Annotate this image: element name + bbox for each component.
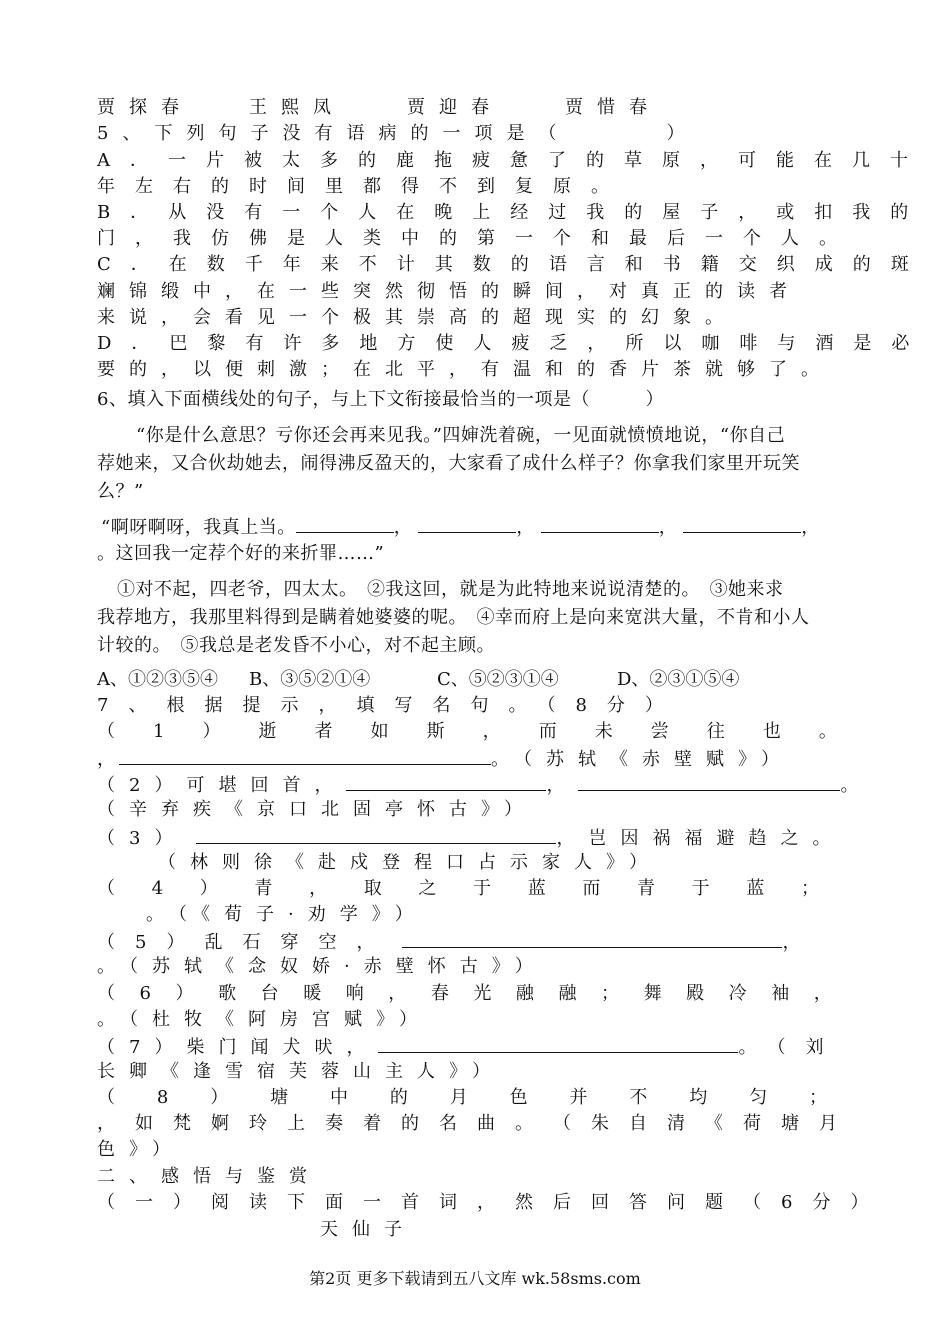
q5-option-a-line2: 年左右的时间里都得不到复原。 bbox=[97, 176, 629, 197]
g: 色 bbox=[509, 1087, 528, 1108]
q6-blank-3[interactable] bbox=[541, 514, 659, 533]
g: 也 bbox=[762, 721, 781, 742]
g: 8 bbox=[156, 1087, 169, 1108]
q7-s3-text: ，岂因祸福避趋之。 bbox=[556, 828, 845, 849]
g: ） bbox=[202, 721, 221, 742]
g: 着 bbox=[363, 1113, 381, 1134]
choice-d: D、②③①⑤④ bbox=[617, 669, 740, 690]
q6-blank-suffix: 。这回我一定荐个好的来折罪……” bbox=[97, 543, 385, 564]
q7-s6-line1 bbox=[97, 982, 832, 1006]
q5-option-b-line1: B．从没有一个人在晚上经过我的屋子，或扣我的 bbox=[97, 202, 929, 223]
q7-s5-line1 bbox=[97, 929, 867, 955]
g: 的 bbox=[401, 1113, 419, 1134]
g: （ bbox=[553, 1113, 571, 1134]
g: 青 bbox=[637, 878, 656, 899]
page-footer: 第2页 更多下载请到五八文库 wk.58sms.com bbox=[309, 1269, 641, 1288]
g: 未 bbox=[594, 721, 613, 742]
g: 青 bbox=[254, 878, 273, 899]
g: 春 bbox=[430, 983, 449, 1004]
q6-blank-1[interactable] bbox=[296, 514, 394, 533]
q5-option-c-line2: 斓锦缎中，在一些突然彻悟的瞬间，对真正的读者 bbox=[97, 281, 801, 302]
choice-a: A、①②③⑤④ bbox=[97, 669, 218, 690]
q6-blank-4[interactable] bbox=[683, 514, 801, 533]
q7-s6-source: 。（杜牧《阿房宫赋》） bbox=[97, 1009, 431, 1030]
g: 。 bbox=[515, 1113, 533, 1134]
g: 梵 bbox=[173, 1113, 191, 1134]
g: ） bbox=[175, 983, 194, 1004]
names-row bbox=[97, 96, 867, 120]
q7-blank-3[interactable] bbox=[196, 825, 556, 844]
g: 舞 bbox=[643, 983, 662, 1004]
q7-blank-2b[interactable] bbox=[578, 772, 840, 791]
g: ； bbox=[601, 983, 620, 1004]
q6-options-line2: 我荐地方，我那里料得到是瞒着她婆婆的呢。 ④幸而府上是向来宽洪大量，不肯和小人 bbox=[97, 607, 810, 628]
q7-s8-source-end: 色》） bbox=[97, 1139, 184, 1160]
g: 4 bbox=[151, 878, 164, 899]
g: 均 bbox=[689, 1087, 708, 1108]
comma-4: ， bbox=[801, 517, 820, 538]
g: 婀 bbox=[211, 1113, 229, 1134]
section-2-subtitle: （一）阅读下面一首词，然后回答问题（6分） bbox=[97, 1192, 889, 1213]
g: （ bbox=[97, 1087, 115, 1108]
q7-s8-line2 bbox=[97, 1112, 837, 1136]
g: 自 bbox=[629, 1113, 647, 1134]
g: 尝 bbox=[650, 721, 669, 742]
g: 光 bbox=[473, 983, 492, 1004]
g: 而 bbox=[582, 878, 601, 899]
q7-s1-source: 。（苏轼《赤壁赋》） bbox=[491, 749, 793, 770]
q7-s5-text: （5）乱石穿空， bbox=[97, 932, 395, 953]
g: 曲 bbox=[477, 1113, 495, 1134]
g: ； bbox=[808, 1087, 827, 1108]
g: 塘 bbox=[781, 1113, 799, 1134]
q7-s7-source: 长卿《逢雪宿芙蓉山主人》） bbox=[97, 1061, 504, 1082]
g: 暖 bbox=[303, 983, 322, 1004]
q6-blank-line bbox=[101, 514, 871, 540]
name-3: 贾迎春 bbox=[407, 97, 503, 118]
g: 塘 bbox=[270, 1087, 289, 1108]
g: 者 bbox=[314, 721, 333, 742]
q7-s3-line1 bbox=[97, 825, 867, 851]
g: 于 bbox=[473, 878, 492, 899]
q5-stem bbox=[97, 122, 867, 146]
g: 蓝 bbox=[527, 878, 546, 899]
g: 荷 bbox=[743, 1113, 761, 1134]
g: 逝 bbox=[258, 721, 277, 742]
g: 台 bbox=[260, 983, 279, 1004]
choice-c: C、⑤②③①④ bbox=[437, 669, 559, 690]
q7-s4-line1 bbox=[97, 877, 819, 901]
g: 于 bbox=[691, 878, 710, 899]
g: 名 bbox=[439, 1113, 457, 1134]
g: 袖 bbox=[771, 983, 790, 1004]
q5-stem-text: 5、下列句子没有语病的一项是（ bbox=[97, 123, 571, 144]
section-2-title: 二、感悟与鉴赏 bbox=[97, 1166, 321, 1187]
g: 冷 bbox=[728, 983, 747, 1004]
g: 之 bbox=[418, 878, 437, 899]
q7-s2-line1: （2）可堪回首， ， 。 bbox=[97, 772, 867, 798]
q5-paren-close: ） bbox=[666, 123, 699, 144]
comma-1: ， bbox=[393, 517, 413, 538]
choice-b: B、③⑤②①④ bbox=[249, 669, 371, 690]
g: 融 bbox=[515, 983, 534, 1004]
g: （ bbox=[97, 983, 115, 1004]
g: ， bbox=[482, 721, 501, 742]
g: ； bbox=[800, 878, 819, 899]
q7-s8-line1 bbox=[97, 1086, 827, 1110]
q6-choices bbox=[97, 668, 867, 692]
q5-option-d-line2: 要的，以便刺激；在北平，有温和的香片茶就够了。 bbox=[97, 359, 833, 380]
name-4: 贾惜春 bbox=[565, 97, 661, 118]
q5-option-c-line3: 来说，会看见一个极其崇高的超现实的幻象。 bbox=[97, 307, 737, 328]
q5-option-b-line2: 门，我仿佛是人类中的第一个和最后一个人。 bbox=[97, 228, 857, 249]
g: 奏 bbox=[325, 1113, 343, 1134]
poem-title: 天仙子 bbox=[320, 1219, 416, 1240]
g: 并 bbox=[569, 1087, 588, 1108]
g: 响 bbox=[345, 983, 364, 1004]
g: 1 bbox=[153, 721, 165, 742]
g: ， bbox=[309, 878, 328, 899]
g: 歌 bbox=[218, 983, 237, 1004]
g: 不 bbox=[629, 1087, 648, 1108]
g: 而 bbox=[538, 721, 557, 742]
g: 。 bbox=[818, 721, 837, 742]
g: ） bbox=[199, 878, 218, 899]
q5-option-d-line1: D．巴黎有许多地方使人疲乏，所以咖啡与酒是必 bbox=[97, 333, 930, 354]
q7-s4-source: 。（《荀子·劝学》） bbox=[146, 904, 427, 925]
g: 朱 bbox=[591, 1113, 609, 1134]
q7-stem: 7、根据提示，填写名句。（8分） bbox=[97, 695, 683, 716]
g: 往 bbox=[706, 721, 725, 742]
name-1: 贾探春 bbox=[97, 97, 193, 118]
q7-blank-1[interactable] bbox=[119, 746, 491, 765]
g: 清 bbox=[667, 1113, 685, 1134]
g: 的 bbox=[389, 1087, 408, 1108]
g: 蓝 bbox=[746, 878, 765, 899]
g: ， bbox=[388, 983, 407, 1004]
comma-3: ， bbox=[658, 517, 678, 538]
q6-blank-2[interactable] bbox=[418, 514, 516, 533]
g: 月 bbox=[819, 1113, 837, 1134]
q6-passage-line1: “你是什么意思？亏你还会再来见我。”四婶洗着碗，一见面就愤愤地说，“你自己 bbox=[136, 425, 786, 446]
q7-s2-text: （2）可堪回首， bbox=[97, 775, 347, 796]
g: 《 bbox=[705, 1113, 723, 1134]
q6-passage-line3: 么？” bbox=[97, 481, 144, 502]
q7-s7-line1 bbox=[97, 1034, 867, 1060]
q5-option-c-line1: C．在数千年来不计其数的语言和书籍交织成的斑 bbox=[97, 254, 929, 275]
q7-s5-source: 。（苏轼《念奴娇·赤壁怀古》） bbox=[97, 956, 547, 977]
q6-passage-line2: 荐她来，又合伙劫她去，闹得沸反盈天的，大家看了成什么样子？你拿我们家里开玩笑 bbox=[97, 453, 800, 474]
q6-options-line3: 计较的。 ⑤我总是老发昏不小心，对不起主顾。 bbox=[97, 635, 495, 656]
q6-options-line1: ①对不起，四老爷，四太太。 ②我这回，就是为此特地来说说清楚的。 ③她来求 bbox=[117, 579, 784, 600]
q7-blank-7[interactable] bbox=[378, 1034, 738, 1053]
g: （ bbox=[97, 878, 115, 899]
q7-s3-num: （3） bbox=[97, 828, 187, 849]
g: （ bbox=[97, 721, 115, 742]
q5-option-a-line1: A．一片被太多的鹿拖疲惫了的草原，可能在几十 bbox=[97, 150, 928, 171]
q7-blank-2a[interactable] bbox=[346, 772, 546, 791]
q6-stem: 6、填入下面横线处的句子，与上下文衔接最恰当的一项是（ ） bbox=[97, 389, 664, 410]
q7-s7-text: （7）柴门闻犬吠， bbox=[97, 1037, 379, 1058]
q6-blank-prefix: “啊呀啊呀，我真上当。 bbox=[101, 517, 296, 538]
comma: ， bbox=[782, 932, 801, 953]
q7-s1-line2 bbox=[97, 746, 867, 772]
g: 斯 bbox=[426, 721, 445, 742]
g: ， bbox=[97, 1113, 115, 1134]
q7-blank-5[interactable] bbox=[402, 929, 782, 948]
q7-s7-source-start: 。（刘 bbox=[738, 1037, 844, 1058]
q7-s2-source: （辛弃疾《京口北固亭怀古》） bbox=[97, 799, 536, 820]
g: 上 bbox=[287, 1113, 305, 1134]
q7-s3-source: （林则徐《赴戍登程口占示家人》） bbox=[158, 852, 661, 873]
comma-2: ， bbox=[516, 517, 535, 538]
g: 6 bbox=[139, 983, 151, 1004]
g: 如 bbox=[135, 1113, 153, 1134]
g: 匀 bbox=[749, 1087, 768, 1108]
name-2: 王熙凤 bbox=[249, 97, 345, 118]
g: 取 bbox=[363, 878, 382, 899]
g: 如 bbox=[370, 721, 389, 742]
g: ， bbox=[813, 983, 832, 1004]
g: 玲 bbox=[249, 1113, 267, 1134]
g: 融 bbox=[558, 983, 577, 1004]
q7-s1-line1 bbox=[97, 720, 837, 744]
lead-comma: ， bbox=[97, 749, 115, 770]
comma: ， bbox=[546, 775, 565, 796]
g: 月 bbox=[449, 1087, 468, 1108]
g: 中 bbox=[329, 1087, 348, 1108]
g: ） bbox=[210, 1087, 229, 1108]
g: 殿 bbox=[686, 983, 705, 1004]
